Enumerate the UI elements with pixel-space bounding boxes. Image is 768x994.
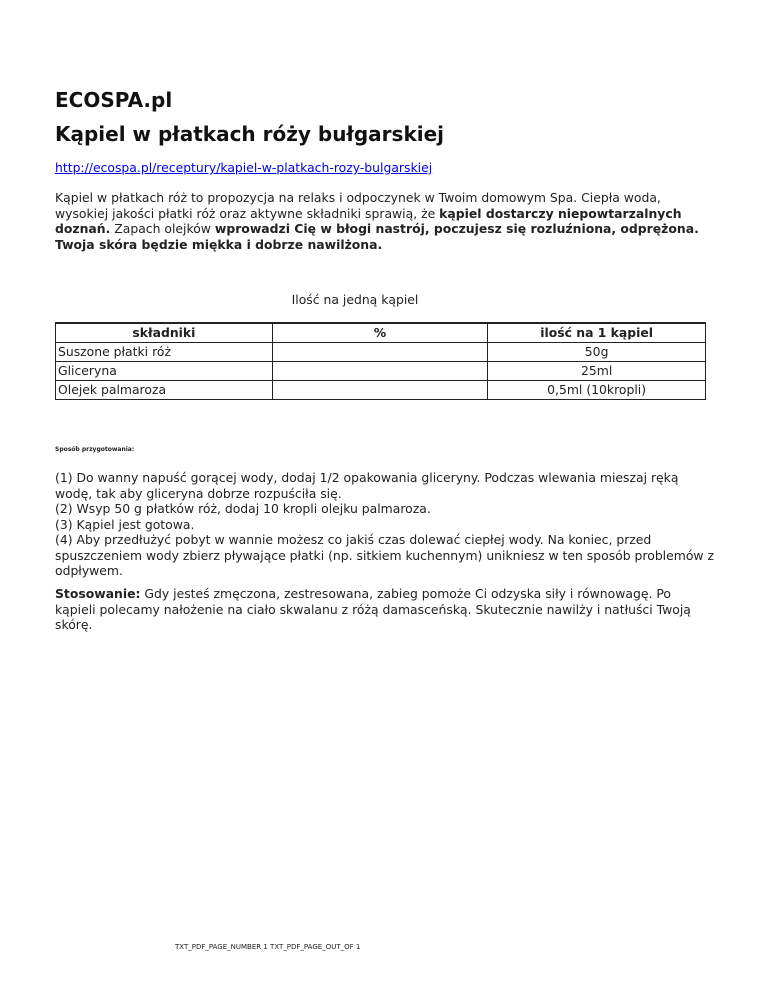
header-ingredients: składniki xyxy=(56,323,273,343)
preparation-step: (1) Do wanny napuść gorącej wody, dodaj 1/2 opakowania gliceryny. Podczas wlewania mieszaj ręką wodę, tak aby gliceryna dobrze rozpuściła się. xyxy=(55,470,679,501)
source-link[interactable]: http://ecospa.pl/receptury/kapiel-w-platkach-rozy-bulgarskiej xyxy=(55,160,433,175)
usage-text: Gdy jesteś zmęczona, zestresowana, zabieg pomoże Ci odzyska siły i równowagę. Po kąpieli polecamy nałożenie na ciało skwalanu z różą damasceńską. Skutecznie nawilży i natłuści Twoją skórę. xyxy=(55,586,691,632)
intro-paragraph xyxy=(55,190,715,252)
intro-bold-2: wprowadzi Cię w błogi nastrój, poczujesz się rozluźniona, odprężona. Twoja skóra będzie miękka i dobrze nawilżona. xyxy=(55,221,699,252)
intro-bold-1: kąpiel dostarczy niepowtarzalnych doznań. xyxy=(55,205,682,236)
ingredient-name: Gliceryna xyxy=(56,362,273,381)
ingredient-name: Suszone płatki róż xyxy=(56,343,273,362)
page-footer: TXT_PDF_PAGE_NUMBER 1 TXT_PDF_PAGE_OUT_OF 1 xyxy=(175,943,361,951)
recipe-title: Kąpiel w płatkach róży bułgarskiej xyxy=(55,122,445,146)
preparation-step: (3) Kąpiel jest gotowa. xyxy=(55,516,195,532)
preparation-label: Sposób przygotowania: xyxy=(55,446,135,453)
usage-paragraph xyxy=(55,586,715,633)
ingredient-percent xyxy=(272,343,488,362)
ingredients-table xyxy=(55,322,706,400)
intro-text-1: Kąpiel w płatkach róż to propozycja na relaks i odpoczynek w Twoim domowym Spa. Ciepła woda, wysokiej jakości płatki róż oraz aktywne składniki sprawią, że xyxy=(55,190,661,221)
table-header-row xyxy=(56,323,706,343)
header-percent: % xyxy=(272,323,488,343)
preparation-step: (4) Aby przedłużyć pobyt w wannie możesz co jakiś czas dolewać ciepłej wody. Na koniec, przed spuszczeniem wody zbierz pływające płatki (np. sitkiem kuchennym) unikniesz w ten sposób problemów z odpływem. xyxy=(55,532,714,578)
intro-text-2: Zapach olejków xyxy=(110,221,215,236)
header-amount: ilość na 1 kąpiel xyxy=(488,323,706,343)
ingredient-amount: 25ml xyxy=(488,362,706,381)
preparation-step: (2) Wsyp 50 g płatków róż, dodaj 10 kropli olejku palmaroza. xyxy=(55,501,431,516)
site-title: ECOSPA.pl xyxy=(55,88,173,112)
ingredient-percent xyxy=(272,381,488,400)
preparation-steps xyxy=(55,470,715,579)
ingredient-amount: 0,5ml (10kropli) xyxy=(488,381,706,400)
table-row xyxy=(56,362,706,381)
ingredient-name: Olejek palmaroza xyxy=(56,381,273,400)
table-caption: Ilość na jedną kąpiel xyxy=(291,292,419,307)
table-row xyxy=(56,381,706,400)
table-row xyxy=(56,343,706,362)
usage-label: Stosowanie: xyxy=(55,586,141,601)
ingredient-amount: 50g xyxy=(488,343,706,362)
ingredient-percent xyxy=(272,362,488,381)
